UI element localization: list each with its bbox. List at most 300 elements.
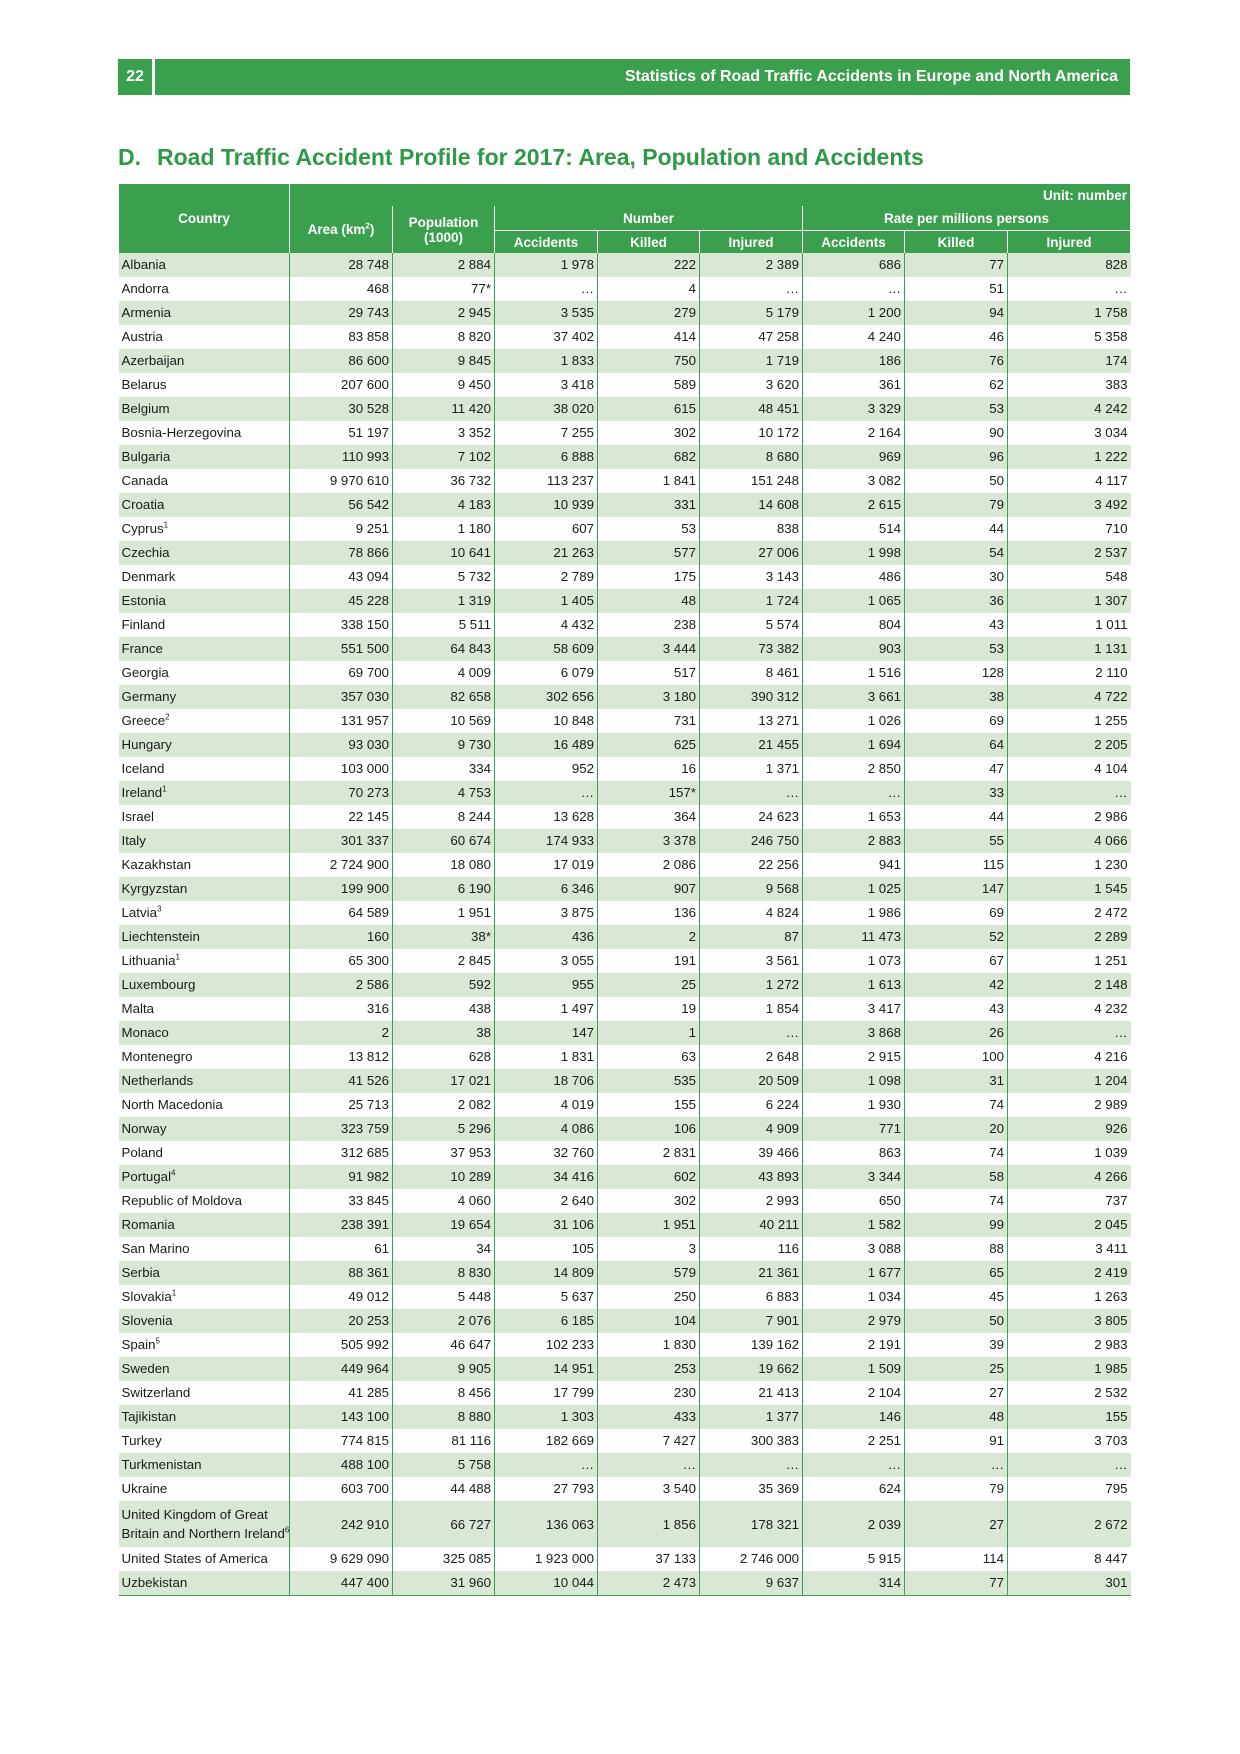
table-row (119, 829, 1131, 853)
rate-killed-cell: 74 (905, 1093, 1008, 1117)
accidents-cell: 1 923 000 (495, 1547, 598, 1571)
rate-killed-cell: 43 (905, 997, 1008, 1021)
rate-injured-cell: … (1008, 1021, 1131, 1045)
population-cell: 37 953 (393, 1141, 495, 1165)
rate-injured-cell: 2 472 (1008, 901, 1131, 925)
accidents-cell: 952 (495, 757, 598, 781)
rate-accidents-cell: 2 979 (803, 1309, 905, 1333)
table-row (119, 1429, 1131, 1453)
country-cell: Serbia (119, 1261, 290, 1285)
rate-killed-cell: 27 (905, 1501, 1008, 1547)
killed-cell: 517 (598, 661, 700, 685)
accidents-cell: 1 831 (495, 1045, 598, 1069)
country-cell: Austria (119, 325, 290, 349)
country-cell: Malta (119, 997, 290, 1021)
area-cell: 30 528 (290, 397, 393, 421)
rate-accidents-cell: 2 251 (803, 1429, 905, 1453)
accidents-cell: 1 303 (495, 1405, 598, 1429)
area-cell: 242 910 (290, 1501, 393, 1547)
footnote-marker: 1 (162, 784, 167, 794)
injured-cell: 7 901 (700, 1309, 803, 1333)
rate-injured-cell: 1 251 (1008, 949, 1131, 973)
killed-cell: 731 (598, 709, 700, 733)
accidents-cell: 5 637 (495, 1285, 598, 1309)
footnote-marker: 4 (171, 1168, 176, 1178)
accidents-cell: 607 (495, 517, 598, 541)
country-cell: Armenia (119, 301, 290, 325)
area-cell: 238 391 (290, 1213, 393, 1237)
population-cell: 1 951 (393, 901, 495, 925)
rate-killed-cell: 128 (905, 661, 1008, 685)
injured-cell: 43 893 (700, 1165, 803, 1189)
rate-injured-cell: 174 (1008, 349, 1131, 373)
rate-accidents-cell: 1 986 (803, 901, 905, 925)
unit-label: Unit: number (290, 184, 1131, 206)
injured-cell: 151 248 (700, 469, 803, 493)
table-row (119, 1117, 1131, 1141)
injured-cell: 9 568 (700, 877, 803, 901)
country-cell: Czechia (119, 541, 290, 565)
table-row (119, 469, 1131, 493)
table-row (119, 1571, 1131, 1596)
rate-accidents-cell: 1 677 (803, 1261, 905, 1285)
accidents-cell: 3 875 (495, 901, 598, 925)
population-cell: 3 352 (393, 421, 495, 445)
injured-cell: 1 371 (700, 757, 803, 781)
rate-injured-cell: 2 537 (1008, 541, 1131, 565)
population-cell: 8 880 (393, 1405, 495, 1429)
footnote-marker: 1 (171, 1288, 177, 1298)
country-cell: United Kingdom of Great Britain and Northern Ireland$^6$ (119, 1501, 290, 1547)
country-cell: Ukraine (119, 1477, 290, 1501)
area-cell: 41 526 (290, 1069, 393, 1093)
injured-cell: 22 256 (700, 853, 803, 877)
population-cell: 8 456 (393, 1381, 495, 1405)
rate-accidents-cell: 2 039 (803, 1501, 905, 1547)
country-cell: Andorra (119, 277, 290, 301)
rate-killed-cell: 69 (905, 709, 1008, 733)
injured-cell: 2 993 (700, 1189, 803, 1213)
accidents-cell: 3 055 (495, 949, 598, 973)
rate-killed-cell: 147 (905, 877, 1008, 901)
area-cell: 338 150 (290, 613, 393, 637)
accidents-cell: 13 628 (495, 805, 598, 829)
rate-killed-cell: 79 (905, 493, 1008, 517)
killed-cell: 16 (598, 757, 700, 781)
accidents-cell: 10 044 (495, 1571, 598, 1596)
rate-accidents-cell: 1 930 (803, 1093, 905, 1117)
injured-cell: … (700, 1453, 803, 1477)
number-group-header: Number (495, 206, 803, 231)
accidents-cell: 2 789 (495, 565, 598, 589)
rate-accidents-cell: 2 191 (803, 1333, 905, 1357)
killed-cell: 3 540 (598, 1477, 700, 1501)
rate-accidents-cell: 1 034 (803, 1285, 905, 1309)
injured-cell: 116 (700, 1237, 803, 1261)
killed-cell: 535 (598, 1069, 700, 1093)
killed-cell: 302 (598, 421, 700, 445)
injured-cell: 300 383 (700, 1429, 803, 1453)
population-cell: 81 116 (393, 1429, 495, 1453)
accidents-cell: 27 793 (495, 1477, 598, 1501)
rate-accidents-cell: 2 104 (803, 1381, 905, 1405)
rate-killed-cell: 90 (905, 421, 1008, 445)
table-row (119, 1405, 1131, 1429)
area-cell: 316 (290, 997, 393, 1021)
rate-injured-cell: 2 986 (1008, 805, 1131, 829)
table-row (119, 493, 1131, 517)
injured-cell: … (700, 1021, 803, 1045)
killed-cell: 1 841 (598, 469, 700, 493)
table-row (119, 253, 1131, 277)
rate-killed-cell: 100 (905, 1045, 1008, 1069)
country-cell: Bosnia-Herzegovina (119, 421, 290, 445)
rate-injured-cell: 2 983 (1008, 1333, 1131, 1357)
injured-cell: … (700, 781, 803, 805)
table-row (119, 1501, 1131, 1547)
rate-killed-cell: 39 (905, 1333, 1008, 1357)
country-cell: Tajikistan (119, 1405, 290, 1429)
rate-injured-cell: 828 (1008, 253, 1131, 277)
accidents-cell: 6 346 (495, 877, 598, 901)
injured-cell: 21 413 (700, 1381, 803, 1405)
killed-cell: 238 (598, 613, 700, 637)
killed-cell: 25 (598, 973, 700, 997)
section-letter: D. (118, 144, 141, 170)
rate-killed-cell: 77 (905, 253, 1008, 277)
area-cell: 551 500 (290, 637, 393, 661)
injured-cell: 47 258 (700, 325, 803, 349)
rate-injured-cell: 1 545 (1008, 877, 1131, 901)
table-row (119, 1165, 1131, 1189)
accidents-cell: 182 669 (495, 1429, 598, 1453)
country-cell: Finland (119, 613, 290, 637)
population-cell: 10 641 (393, 541, 495, 565)
rate-injured-cell: 1 230 (1008, 853, 1131, 877)
rate-injured-cell: 383 (1008, 373, 1131, 397)
injured-cell: 27 006 (700, 541, 803, 565)
killed-cell: 19 (598, 997, 700, 1021)
killed-cell: 222 (598, 253, 700, 277)
country-cell: San Marino (119, 1237, 290, 1261)
area-cell: 49 012 (290, 1285, 393, 1309)
rate-accidents-cell: 624 (803, 1477, 905, 1501)
section-title (118, 144, 924, 171)
rate-killed-cell: 94 (905, 301, 1008, 325)
accidents-cell: 1 497 (495, 997, 598, 1021)
killed-cell: 230 (598, 1381, 700, 1405)
rate-killed-cell: 44 (905, 517, 1008, 541)
killed-cell: 104 (598, 1309, 700, 1333)
country-cell: Iceland (119, 757, 290, 781)
area-cell: 110 993 (290, 445, 393, 469)
killed-cell: 433 (598, 1405, 700, 1429)
population-cell: 4 753 (393, 781, 495, 805)
country-cell: Bulgaria (119, 445, 290, 469)
accidents-cell: 6 185 (495, 1309, 598, 1333)
population-cell: 82 658 (393, 685, 495, 709)
accidents-cell: 32 760 (495, 1141, 598, 1165)
killed-cell: 279 (598, 301, 700, 325)
rate-killed-cell: 42 (905, 973, 1008, 997)
country-cell: Azerbaijan (119, 349, 290, 373)
table-row (119, 733, 1131, 757)
country-cell: Kazakhstan (119, 853, 290, 877)
killed-cell: 579 (598, 1261, 700, 1285)
rate-injured-cell: 1 039 (1008, 1141, 1131, 1165)
area-cell: 65 300 (290, 949, 393, 973)
area-cell: 41 285 (290, 1381, 393, 1405)
rate-accidents-cell: 2 164 (803, 421, 905, 445)
country-cell: Belgium (119, 397, 290, 421)
rate-accidents-cell: 3 082 (803, 469, 905, 493)
table-row (119, 373, 1131, 397)
area-cell: 143 100 (290, 1405, 393, 1429)
population-cell: 2 884 (393, 253, 495, 277)
injured-cell: 24 623 (700, 805, 803, 829)
rate-injured-cell: 4 232 (1008, 997, 1131, 1021)
population-cell: 9 845 (393, 349, 495, 373)
area-cell: 357 030 (290, 685, 393, 709)
area-cell: 33 845 (290, 1189, 393, 1213)
rate-injured-cell: 1 985 (1008, 1357, 1131, 1381)
rate-killed-cell: 96 (905, 445, 1008, 469)
table-row (119, 301, 1131, 325)
injured-cell: 14 608 (700, 493, 803, 517)
accidents-cell: 4 086 (495, 1117, 598, 1141)
killed-cell: 2 473 (598, 1571, 700, 1596)
rate-killed-cell: 65 (905, 1261, 1008, 1285)
killed-cell: 4 (598, 277, 700, 301)
rate-injured-cell: 2 672 (1008, 1501, 1131, 1547)
injured-cell: 73 382 (700, 637, 803, 661)
rate-injured-cell: 1 131 (1008, 637, 1131, 661)
accidents-cell: 58 609 (495, 637, 598, 661)
population-cell: 8 820 (393, 325, 495, 349)
population-cell: 9 450 (393, 373, 495, 397)
country-cell: Netherlands (119, 1069, 290, 1093)
accidents-cell: 4 432 (495, 613, 598, 637)
rate-injured-cell: 3 492 (1008, 493, 1131, 517)
rate-killed-cell: 27 (905, 1381, 1008, 1405)
area-cell: 2 586 (290, 973, 393, 997)
table-row (119, 565, 1131, 589)
accidents-cell: 1 978 (495, 253, 598, 277)
country-cell: Uzbekistan (119, 1571, 290, 1596)
rate-injured-cell: 926 (1008, 1117, 1131, 1141)
rate-killed-cell: 25 (905, 1357, 1008, 1381)
rate-killed-cell: 64 (905, 733, 1008, 757)
rate-accidents-cell: 3 344 (803, 1165, 905, 1189)
table-row (119, 1453, 1131, 1477)
injured-cell: 39 466 (700, 1141, 803, 1165)
rate-killed-cell: 55 (905, 829, 1008, 853)
rate-injured-cell: 795 (1008, 1477, 1131, 1501)
accidents-cell: 6 079 (495, 661, 598, 685)
population-cell: 36 732 (393, 469, 495, 493)
area-cell: 83 858 (290, 325, 393, 349)
rate-killed-cell: 38 (905, 685, 1008, 709)
accidents-cell: 174 933 (495, 829, 598, 853)
population-cell: 2 082 (393, 1093, 495, 1117)
accident-profile-table (118, 184, 1131, 1596)
table-row (119, 421, 1131, 445)
country-cell: Romania (119, 1213, 290, 1237)
killed-cell: 1 (598, 1021, 700, 1045)
injured-cell: 1 724 (700, 589, 803, 613)
injured-cell: 87 (700, 925, 803, 949)
rate-injured-cell: 2 989 (1008, 1093, 1131, 1117)
table-row (119, 1357, 1131, 1381)
area-cell: 91 982 (290, 1165, 393, 1189)
accidents-cell: 3 535 (495, 301, 598, 325)
population-cell: 66 727 (393, 1501, 495, 1547)
rate-injured-cell: 3 703 (1008, 1429, 1131, 1453)
country-cell: Luxembourg (119, 973, 290, 997)
injured-cell: 8 461 (700, 661, 803, 685)
rate-accidents-cell: 2 850 (803, 757, 905, 781)
area-cell: 9 251 (290, 517, 393, 541)
accidents-cell: 2 640 (495, 1189, 598, 1213)
table-row (119, 1381, 1131, 1405)
area-cell: 603 700 (290, 1477, 393, 1501)
country-cell: Republic of Moldova (119, 1189, 290, 1213)
population-cell: 34 (393, 1237, 495, 1261)
area-cell: 103 000 (290, 757, 393, 781)
killed-cell: 3 378 (598, 829, 700, 853)
rate-accidents-cell: 1 098 (803, 1069, 905, 1093)
table-row (119, 1333, 1131, 1357)
accidents-cell: … (495, 781, 598, 805)
country-cell: Turkey (119, 1429, 290, 1453)
injured-header: Injured (700, 231, 803, 254)
killed-cell: 615 (598, 397, 700, 421)
table-row (119, 1547, 1131, 1571)
area-cell: 323 759 (290, 1117, 393, 1141)
area-cell: 51 197 (290, 421, 393, 445)
rate-injured-cell: 2 289 (1008, 925, 1131, 949)
table-row (119, 661, 1131, 685)
population-cell: 77* (393, 277, 495, 301)
injured-cell: 390 312 (700, 685, 803, 709)
country-cell: Slovakia$^1$ (119, 1285, 290, 1309)
area-cell: 20 253 (290, 1309, 393, 1333)
rate-killed-cell: 76 (905, 349, 1008, 373)
rate-accidents-cell: 2 615 (803, 493, 905, 517)
accidents-cell: … (495, 1453, 598, 1477)
rate-killed-cell: 26 (905, 1021, 1008, 1045)
population-cell: 38* (393, 925, 495, 949)
rate-injured-cell: 2 419 (1008, 1261, 1131, 1285)
rate-accidents-cell: 1 200 (803, 301, 905, 325)
table-row (119, 781, 1131, 805)
table-row (119, 949, 1131, 973)
rate-injured-cell: 4 722 (1008, 685, 1131, 709)
area-cell: 22 145 (290, 805, 393, 829)
population-cell: 2 945 (393, 301, 495, 325)
footnote-marker: 2 (165, 712, 170, 722)
killed-cell: 155 (598, 1093, 700, 1117)
rate-killed-cell: 54 (905, 541, 1008, 565)
rate-accidents-cell: 1 025 (803, 877, 905, 901)
rate-accidents-cell: 2 883 (803, 829, 905, 853)
rate-injured-cell: 2 532 (1008, 1381, 1131, 1405)
country-cell: Portugal$^4$ (119, 1165, 290, 1189)
country-cell: Israel (119, 805, 290, 829)
accidents-cell: 21 263 (495, 541, 598, 565)
population-cell: 18 080 (393, 853, 495, 877)
table-body (119, 253, 1131, 1596)
footnote-marker: 1 (175, 952, 180, 962)
table-row (119, 925, 1131, 949)
rate-accidents-cell: 771 (803, 1117, 905, 1141)
injured-cell: 8 680 (700, 445, 803, 469)
rate-injured-cell: 4 216 (1008, 1045, 1131, 1069)
killed-cell: 302 (598, 1189, 700, 1213)
injured-cell: 2 648 (700, 1045, 803, 1069)
area-cell: 2 724 900 (290, 853, 393, 877)
table-row (119, 1477, 1131, 1501)
table-row (119, 973, 1131, 997)
footnote-marker: 1 (163, 520, 169, 530)
killed-cell: 48 (598, 589, 700, 613)
killed-cell: 1 830 (598, 1333, 700, 1357)
injured-cell: 48 451 (700, 397, 803, 421)
area-cell: 70 273 (290, 781, 393, 805)
country-cell: Belarus (119, 373, 290, 397)
country-cell: Turkmenistan (119, 1453, 290, 1477)
country-cell: Greece$^2$ (119, 709, 290, 733)
rate-killed-cell: 36 (905, 589, 1008, 613)
population-cell: 6 190 (393, 877, 495, 901)
rate-killed-cell: 53 (905, 397, 1008, 421)
table-row (119, 541, 1131, 565)
accidents-cell: 102 233 (495, 1333, 598, 1357)
rate-killed-cell: 47 (905, 757, 1008, 781)
table-row (119, 685, 1131, 709)
area-cell: 505 992 (290, 1333, 393, 1357)
table-row (119, 325, 1131, 349)
killed-cell: 53 (598, 517, 700, 541)
rate-injured-cell: 2 205 (1008, 733, 1131, 757)
area-cell: 160 (290, 925, 393, 949)
rate-killed-cell: 67 (905, 949, 1008, 973)
area-cell: 29 743 (290, 301, 393, 325)
population-cell: 1 319 (393, 589, 495, 613)
rate-accidents-cell: 1 065 (803, 589, 905, 613)
population-cell: 44 488 (393, 1477, 495, 1501)
rate-accidents-cell: 1 653 (803, 805, 905, 829)
table-row (119, 877, 1131, 901)
accidents-cell: 38 020 (495, 397, 598, 421)
population-cell: 10 569 (393, 709, 495, 733)
area-cell: 43 094 (290, 565, 393, 589)
rate-accidents-cell: 11 473 (803, 925, 905, 949)
country-header: Country (119, 184, 290, 253)
table-row (119, 1045, 1131, 1069)
population-cell: 5 448 (393, 1285, 495, 1309)
country-cell: Albania (119, 253, 290, 277)
rate-accidents-cell: 3 329 (803, 397, 905, 421)
table-row (119, 349, 1131, 373)
country-cell: Liechtenstein (119, 925, 290, 949)
injured-cell: 1 272 (700, 973, 803, 997)
area-cell: 25 713 (290, 1093, 393, 1117)
injured-cell: 2 746 000 (700, 1547, 803, 1571)
population-cell: 628 (393, 1045, 495, 1069)
area-cell: 45 228 (290, 589, 393, 613)
country-cell: Slovenia (119, 1309, 290, 1333)
